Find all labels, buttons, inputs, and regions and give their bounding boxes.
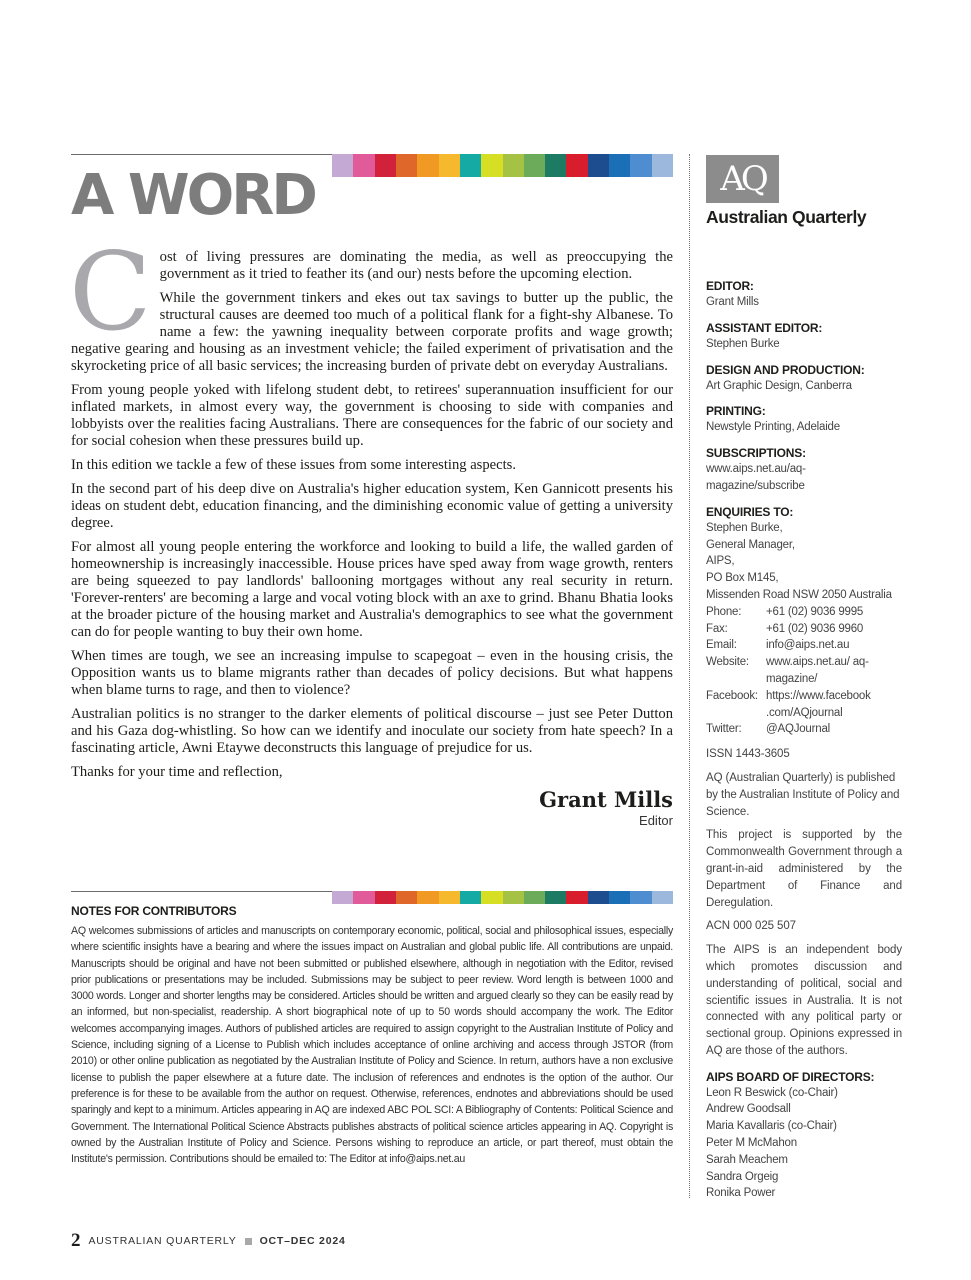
email-link[interactable]: info@aips.net.au	[766, 639, 850, 652]
color-strip	[332, 154, 673, 177]
paragraph-5: In the second part of his deep dive on Australia's higher education system, Ken Gannicott presents his ideas on student debt, education financing, and the diminishing economic value of getting a university degree.	[71, 481, 673, 531]
contact-row	[706, 621, 902, 638]
board-member: Sandra Orgeig	[706, 1170, 779, 1183]
color-swatch	[524, 891, 545, 904]
twitter-link[interactable]: @AQJournal	[766, 723, 831, 736]
issn: ISSN 1443-3605	[706, 748, 790, 761]
color-swatch	[545, 891, 566, 904]
phone-value: +61 (02) 9036 9995	[766, 605, 864, 618]
color-swatch	[417, 891, 438, 904]
color-swatch	[588, 154, 609, 177]
editor-name: Grant Mills	[706, 296, 759, 308]
design-value: Art Graphic Design, Canberra	[706, 379, 852, 392]
signature-role: Editor	[639, 813, 673, 828]
paragraph-7: When times are tough, we see an increasing impulse to scapegoat – even in the housing crisis, the Opposition wants us to blame migrants rather than decades of policy decisions. But what happens when blame turns to rage, and then to violence?	[71, 648, 673, 698]
color-swatch	[609, 154, 630, 177]
page-title: A WORD	[71, 163, 315, 228]
footer-magazine: AUSTRALIAN QUARTERLY	[88, 1235, 237, 1247]
address-line: Missenden Road NSW 2050 Australia	[706, 588, 892, 601]
color-swatch	[481, 154, 502, 177]
masthead-details	[706, 279, 902, 1202]
color-swatch	[503, 154, 524, 177]
footer-issue: OCT–DEC 2024	[259, 1235, 346, 1247]
contact-row	[706, 688, 902, 722]
color-swatch	[417, 154, 438, 177]
aq-logo: AQ	[706, 155, 779, 203]
contact-row	[706, 654, 902, 688]
board-label: AIPS BOARD OF DIRECTORS:	[706, 1069, 875, 1084]
color-swatch	[588, 891, 609, 904]
website-link[interactable]: www.aips.net.au/ aq-magazine/	[766, 656, 869, 685]
color-swatch	[460, 891, 481, 904]
color-swatch	[396, 154, 417, 177]
paragraph-3: From young people yoked with lifelong student debt, to retirees' superannuation insufficient for our inflated markets, in almost every way, the government is choosing to side with companies and lobbyists over the realities facing Australians. There are consequences for the fabric of our society and for social cohesion when these pressures build up.	[71, 382, 673, 449]
board-member: Peter M McMahon	[706, 1137, 797, 1150]
contact-key: Email:	[706, 639, 737, 652]
acn: ACN 000 025 507	[706, 920, 796, 933]
editor-label: EDITOR:	[706, 279, 754, 293]
closing-line: Thanks for your time and reflection,	[71, 764, 283, 780]
board-member: Ronika Power	[706, 1187, 776, 1200]
contact-row	[706, 637, 902, 654]
subscriptions-label: SUBSCRIPTIONS:	[706, 446, 806, 461]
assistant-editor-name: Stephen Burke	[706, 337, 780, 350]
page-footer	[71, 1230, 346, 1252]
board-member: Andrew Goodsall	[706, 1103, 791, 1116]
color-swatch	[481, 891, 502, 904]
contact-key: Facebook:	[706, 689, 758, 702]
signoff	[71, 788, 673, 829]
color-swatch	[545, 154, 566, 177]
printing-value: Newstyle Printing, Adelaide	[706, 421, 840, 434]
fax-value: +61 (02) 9036 9960	[766, 622, 864, 635]
color-swatch	[396, 891, 417, 904]
publication-name: Australian Quarterly	[706, 207, 867, 227]
notes-color-strip	[332, 891, 673, 904]
signature-name: Grant Mills	[539, 787, 673, 812]
dropcap: C	[69, 230, 152, 355]
contact-table	[706, 604, 902, 738]
about-aips: The AIPS is an independent body which promotes discussion and understanding of political, social and scientific issues in Australia. It is not connected with any political party or sectional group. Opinions expressed in AQ are those of the authors.	[706, 944, 902, 1057]
color-swatch	[439, 154, 460, 177]
contact-row	[706, 604, 902, 621]
board-list	[706, 1085, 902, 1203]
color-swatch	[524, 154, 545, 177]
contact-key: Fax:	[706, 622, 728, 635]
color-swatch	[652, 154, 673, 177]
design-label: DESIGN AND PRODUCTION:	[706, 362, 865, 377]
contact-key: Twitter:	[706, 723, 742, 736]
address-line: PO Box M145,	[706, 572, 779, 585]
support-notice: This project is supported by the Commonwealth Government through a grant-in-aid administered by the Department of Finance and Deregulation.	[706, 829, 902, 909]
printing-label: PRINTING:	[706, 404, 766, 419]
notes-body: AQ welcomes submissions of articles and manuscripts on contemporary economic, political, social and philosophical issues, especially where scientific insights have a bearing and where the issues impact on Australian and global public life. All contributions are unpaid. Manuscripts should be original and have not been submitted or published elsewhere, although in negotiation with the Editor, revised prior publications or presentations may be included. Submissions may be subject to peer review. Word length is between 1000 and 3000 words. Longer and shorter lengths may be considered. Articles should be written and argued clearly so they can be easily read by an informed, but non-specialist, readership. A short biographical note of up to 50 words should accompany the work. The Editor welcomes accompanying images. Authors of published articles are required to assign copyright to the Australian Institute of Policy and Science, including signing of a License to Publish which includes acceptance of online archiving and access through JSTOR (from 2010) or other online publication as negotiated by the Australian Institute of Policy and Science. In return, authors have a non exclusive license to publish the paper elsewhere at a future date. The inclusion of references and endnotes is the option of the author. Our preference is for these to be available from the author on request. Otherwise, references, endnotes and abbreviations should be used sparingly and kept to a minimum. Articles appearing in AQ are indexed ABC POL SCI: A Bibliography of Contents: Political Science and Government. The International Political Science Abstracts publishes abstracts of political science articles appearing in AQ. Copyright is owned by the Australian Institute of Policy and Science. Persons wishing to reproduce an article, or part thereof, must obtain the Institute's permission. Contributions should be emailed to: The Editor at info@aips.net.au	[71, 925, 673, 1166]
address-line: AIPS,	[706, 555, 735, 568]
column-divider	[689, 154, 690, 1198]
address-line: Stephen Burke,	[706, 521, 783, 534]
paragraph-4: In this edition we tackle a few of these issues from some interesting aspects.	[71, 457, 516, 473]
color-swatch	[630, 154, 651, 177]
paragraph-1-text: ost of living pressures are dominating the media, as well as preoccupying the government as it tried to feather its (and our) nests before the upcoming election.	[159, 249, 673, 282]
masthead-sidebar	[706, 155, 902, 1200]
color-swatch	[353, 891, 374, 904]
notes-heading: NOTES FOR CONTRIBUTORS	[71, 904, 237, 918]
subscriptions-link[interactable]: www.aips.net.au/aq-magazine/subscribe	[706, 463, 806, 492]
color-swatch	[375, 891, 396, 904]
address-line: General Manager,	[706, 538, 795, 551]
color-swatch	[566, 154, 587, 177]
assistant-editor-label: ASSISTANT EDITOR:	[706, 320, 823, 335]
color-swatch	[566, 891, 587, 904]
contact-key: Website:	[706, 656, 749, 669]
color-swatch	[439, 891, 460, 904]
board-member: Maria Kavallaris (co-Chair)	[706, 1120, 837, 1133]
color-swatch	[503, 891, 524, 904]
color-swatch	[630, 891, 651, 904]
paragraph-8: Australian politics is no stranger to the darker elements of political discourse – just see Peter Dutton and his Gaza dog-whistling. So how can we identify and inoculate our society from hate speech? In a fascinating article, Awni Etaywe deconstructs this language of prejudice for us.	[71, 706, 673, 756]
color-swatch	[332, 154, 353, 177]
page-number: 2	[71, 1230, 81, 1251]
editorial-letter	[69, 230, 673, 829]
footer-separator	[245, 1238, 252, 1245]
color-swatch	[609, 891, 630, 904]
board-member: Sarah Meachem	[706, 1153, 788, 1166]
paragraph-6: For almost all young people entering the workforce and looking to build a life, the walled garden of homeownership is increasingly inaccessible. House prices have sped away from wage growth, renters are being squeezed to pay landlords' ballooning mortgages without any real security in return. 'Forever-renters' are becoming a large and vocal voting block with an axe to grind. Bhanu Bhatia looks at the broader picture of the housing market and Australia's demographics to see what the government can do for people wanting to buy their own home.	[71, 539, 673, 640]
contact-row	[706, 721, 902, 738]
color-swatch	[353, 154, 374, 177]
color-swatch	[652, 891, 673, 904]
postal-address	[706, 520, 902, 604]
published-by: AQ (Australian Quarterly) is published by the Australian Institute of Policy and Science.	[706, 771, 900, 818]
color-swatch	[375, 154, 396, 177]
contact-key: Phone:	[706, 605, 742, 618]
paragraph-2: While the government tinkers and ekes out tax savings to butter up the public, the structural causes are deemed too much of a political flank for a fight-shy Albanese. To name a few: the yawning inequality between corporate profits and wage growth; negative gearing and housing as an investment vehicle; the failed experiment of privatisation and the skyrocketing price of all basic services; the increasing burden of private debt on everyday Australians.	[71, 290, 673, 374]
enquiries-label: ENQUIRIES TO:	[706, 504, 794, 519]
color-swatch	[460, 154, 481, 177]
board-member: Leon R Beswick (co-Chair)	[706, 1086, 838, 1099]
color-swatch	[332, 891, 353, 904]
facebook-link[interactable]: https://www.facebook .com/AQjournal	[766, 689, 871, 719]
